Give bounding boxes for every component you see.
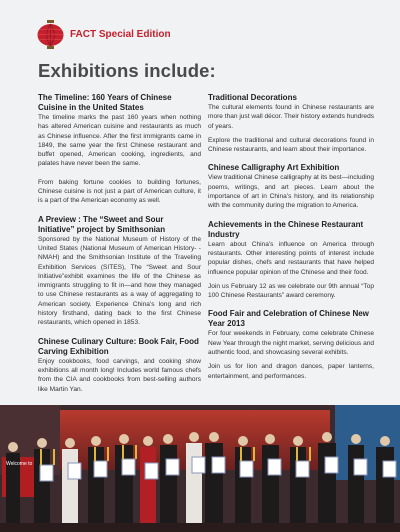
section-text: Join us February 12 as we celebrate our 9th annual “Top 100 Chinese Restaurants” award ceremony. [208,282,374,300]
header [37,20,171,50]
section-text: View traditional Chinese calligraphy at its best—including poems, writings, and art pieces. Learn about the importance of art in China’s history, and its relationship with the community during the migration to America. [208,174,374,210]
section-text: For four weekends in February, come celebrate Chinese New Year through the night market, serving delicious and authentic food, and showcasing several exhibits. [208,330,374,357]
section-text: Join us for lion and dragon dances, paper lanterns, entertainment, and performances. [208,363,374,380]
section-title: A Preview : The “Sweet and Sour Initiative” project by Smithsonian [38,214,166,234]
section-text: The timeline marks the past 160 years when nothing has altered American cuisine and restaurants as much as Chinese influence. After the first immigrants came in 1849, the same year the first Chinese restaurant and buffet opened, American cooking, ingredients, and palates have never been the same. [38,114,201,168]
section-title: The Timeline: 160 Years of Chinese Cuisine in the United States [38,93,172,112]
right-column [208,93,374,381]
section-title: Chinese Calligraphy Art Exhibition [208,163,340,173]
section-title: Food Fair and Celebration of Chinese New Year 2013 [208,309,369,329]
section-text: From baking fortune cookies to building fortunes, Chinese cuisine is not just a part of American culture, it is a part of the American economy as well. [38,178,201,205]
section-title: Traditional Decorations [208,93,297,102]
section-title: Achievements in the Chinese Restaurant Industry [208,219,364,239]
left-column [38,93,201,394]
section-text: Enjoy cookbooks, food carvings, and cooking show exhibitions all month long! Includes world famous chefs from the CIA and cookbooks from best-selling authors like Martin Yan. [38,357,201,393]
section-text: Explore the traditional and cultural decorations found in Chinese restaurants, and learn about their importance. [208,136,374,154]
section-text: Learn about China’s influence on America through restaurants. Other interesting points of interest include popular dishes, chefs and restaurants that have helped influence popular opinion of the Chinese and their food. [208,240,374,276]
section-text: Sponsored by the National Museum of History of the United States (National Museum of American History- -NMAH) and the Smithsonian Institute of the Traveling Exhibition Services (SITES), The “Sweet and Sour Initiative”exhibit examines the life of the Chinese as immigrants struggling to fit in—and how they managed to use Chinese restaurants as a way of aggregating to American society. Experience China’s long and rich history firsthand, dating back to the first Chinese restaurants, which opened in 1853. [38,235,201,327]
lantern-icon [37,20,64,50]
page-title: Exhibitions include: [38,60,216,81]
welcome-banner: Welcome to [6,461,33,467]
section-title: Chinese Culinary Culture: Book Fair, Food Carving Exhibition [38,336,199,356]
ceremony-photo [0,405,400,532]
header-label: FACT Special Edition [70,29,171,40]
section-text: The cultural elements found in Chinese restaurants are more than just wall décor. Their history extends hundreds of years. [208,104,374,130]
